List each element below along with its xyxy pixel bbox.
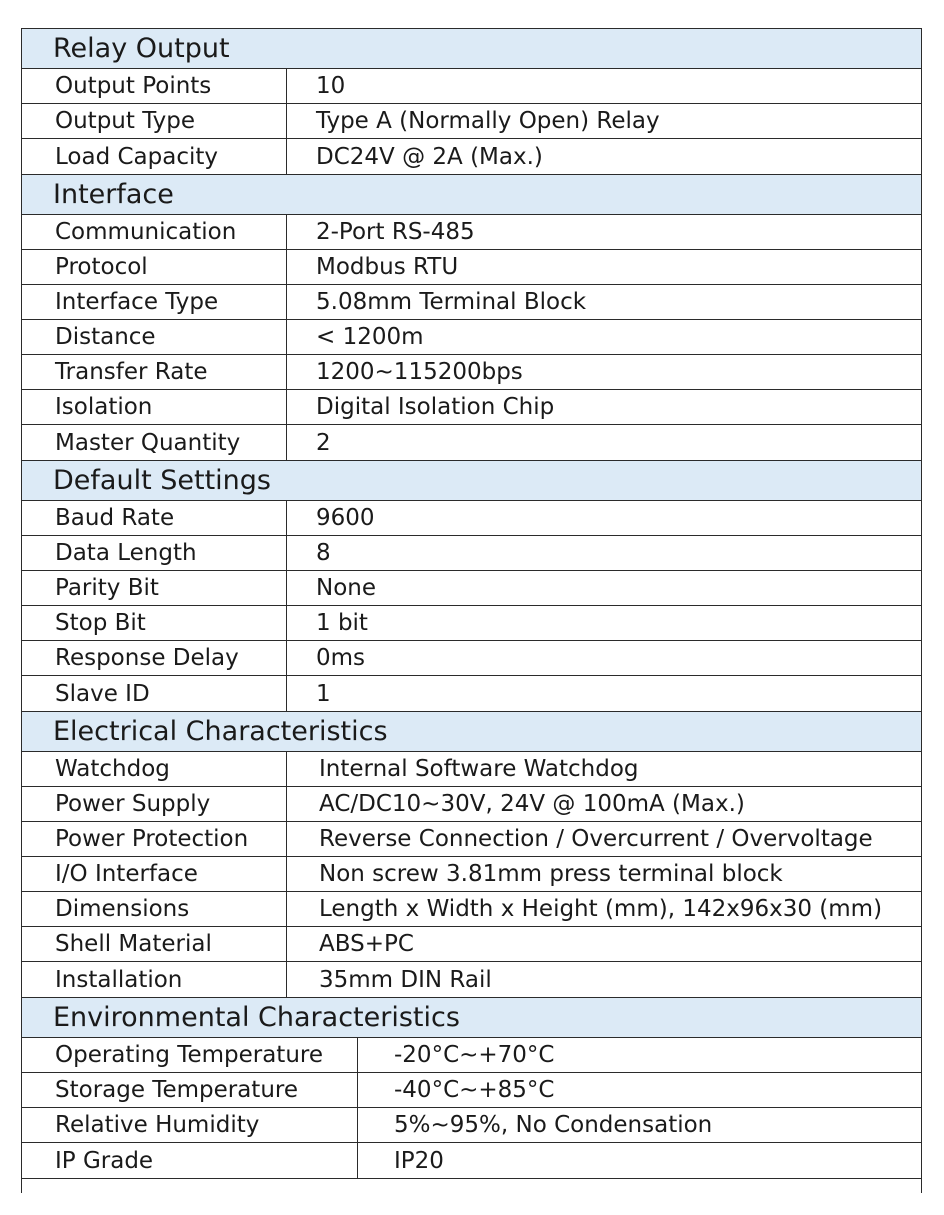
table-row (22, 822, 921, 857)
row-value: 5%~95%, No Condensation (394, 1112, 713, 1138)
table-row (22, 355, 921, 390)
table-row (22, 104, 921, 139)
table-row (22, 320, 921, 355)
row-key: Storage Temperature (22, 1073, 358, 1107)
section-default-settings (22, 461, 921, 712)
row-key: Output Type (22, 104, 287, 138)
row-value: IP20 (394, 1147, 444, 1174)
row-key: Interface Type (22, 285, 287, 319)
row-key: Stop Bit (22, 606, 287, 640)
table-row (22, 676, 921, 711)
row-key: I/O Interface (22, 857, 287, 891)
table-row (22, 215, 921, 250)
row-value: 2-Port RS-485 (316, 219, 475, 245)
row-value: None (316, 575, 377, 601)
table-row (22, 390, 921, 425)
row-value: Non screw 3.81mm press terminal block (319, 861, 783, 887)
row-key: Master Quantity (22, 425, 287, 460)
section-electrical-characteristics (22, 712, 921, 998)
table-row (22, 1038, 921, 1073)
row-value: 10 (316, 73, 346, 99)
row-value: 1 bit (316, 610, 368, 636)
table-row (22, 787, 921, 822)
table-row (22, 752, 921, 787)
section-title: Interface (22, 175, 921, 215)
row-key: Power Supply (22, 787, 287, 821)
row-key: Dimensions (22, 892, 287, 926)
section-title: Default Settings (22, 461, 921, 501)
table-row (22, 571, 921, 606)
row-value: 1 (316, 680, 331, 707)
row-key: Transfer Rate (22, 355, 287, 389)
row-value: 1200~115200bps (316, 359, 523, 385)
row-key: Power Protection (22, 822, 287, 856)
table-row (22, 1143, 921, 1178)
section-title: Relay Output (22, 29, 921, 69)
row-value: Reverse Connection / Overcurrent / Overvoltage (319, 826, 873, 852)
row-key: Shell Material (22, 927, 287, 961)
section-interface (22, 175, 921, 461)
table-row (22, 962, 921, 997)
row-key: Watchdog (22, 752, 287, 786)
table-row (22, 250, 921, 285)
section-title: Environmental Characteristics (22, 998, 921, 1038)
table-row (22, 501, 921, 536)
row-key: Load Capacity (22, 139, 287, 174)
row-value: 0ms (316, 645, 366, 671)
table-row (22, 857, 921, 892)
row-value: -20°C~+70°C (394, 1042, 555, 1068)
row-key: Operating Temperature (22, 1038, 358, 1072)
spec-table (21, 28, 922, 1193)
table-row (22, 285, 921, 320)
row-key: IP Grade (22, 1143, 358, 1178)
row-value: Type A (Normally Open) Relay (316, 108, 660, 134)
row-key: Isolation (22, 390, 287, 424)
section-title: Electrical Characteristics (22, 712, 921, 752)
row-key: Slave ID (22, 676, 287, 711)
row-value: Modbus RTU (316, 254, 459, 280)
row-key: Protocol (22, 250, 287, 284)
section-relay-output (22, 29, 921, 175)
row-value: < 1200m (316, 324, 424, 350)
row-value: Internal Software Watchdog (319, 756, 639, 782)
table-row (22, 1073, 921, 1108)
table-row (22, 892, 921, 927)
row-value: AC/DC10~30V, 24V @ 100mA (Max.) (319, 791, 745, 817)
section-environmental-characteristics (22, 998, 921, 1179)
row-key: Baud Rate (22, 501, 287, 535)
table-row (22, 606, 921, 641)
row-value: -40°C~+85°C (394, 1077, 555, 1103)
table-row (22, 536, 921, 571)
row-value: DC24V @ 2A (Max.) (316, 143, 543, 170)
row-value: 8 (316, 540, 331, 566)
row-key: Communication (22, 215, 287, 249)
table-row (22, 1108, 921, 1143)
row-value: 2 (316, 429, 331, 456)
table-row (22, 641, 921, 676)
row-key: Data Length (22, 536, 287, 570)
table-row (22, 139, 921, 174)
row-key: Parity Bit (22, 571, 287, 605)
row-value: 35mm DIN Rail (319, 966, 492, 993)
row-value: Length x Width x Height (mm), 142x96x30 (mm) (319, 896, 883, 922)
row-value: 9600 (316, 505, 375, 531)
table-row (22, 69, 921, 104)
row-key: Output Points (22, 69, 287, 103)
row-value: 5.08mm Terminal Block (316, 289, 587, 315)
row-key: Distance (22, 320, 287, 354)
row-key: Relative Humidity (22, 1108, 358, 1142)
row-key: Installation (22, 962, 287, 997)
table-row (22, 425, 921, 460)
row-key: Response Delay (22, 641, 287, 675)
table-row (22, 927, 921, 962)
row-value: Digital Isolation Chip (316, 394, 555, 420)
row-value: ABS+PC (319, 931, 414, 957)
